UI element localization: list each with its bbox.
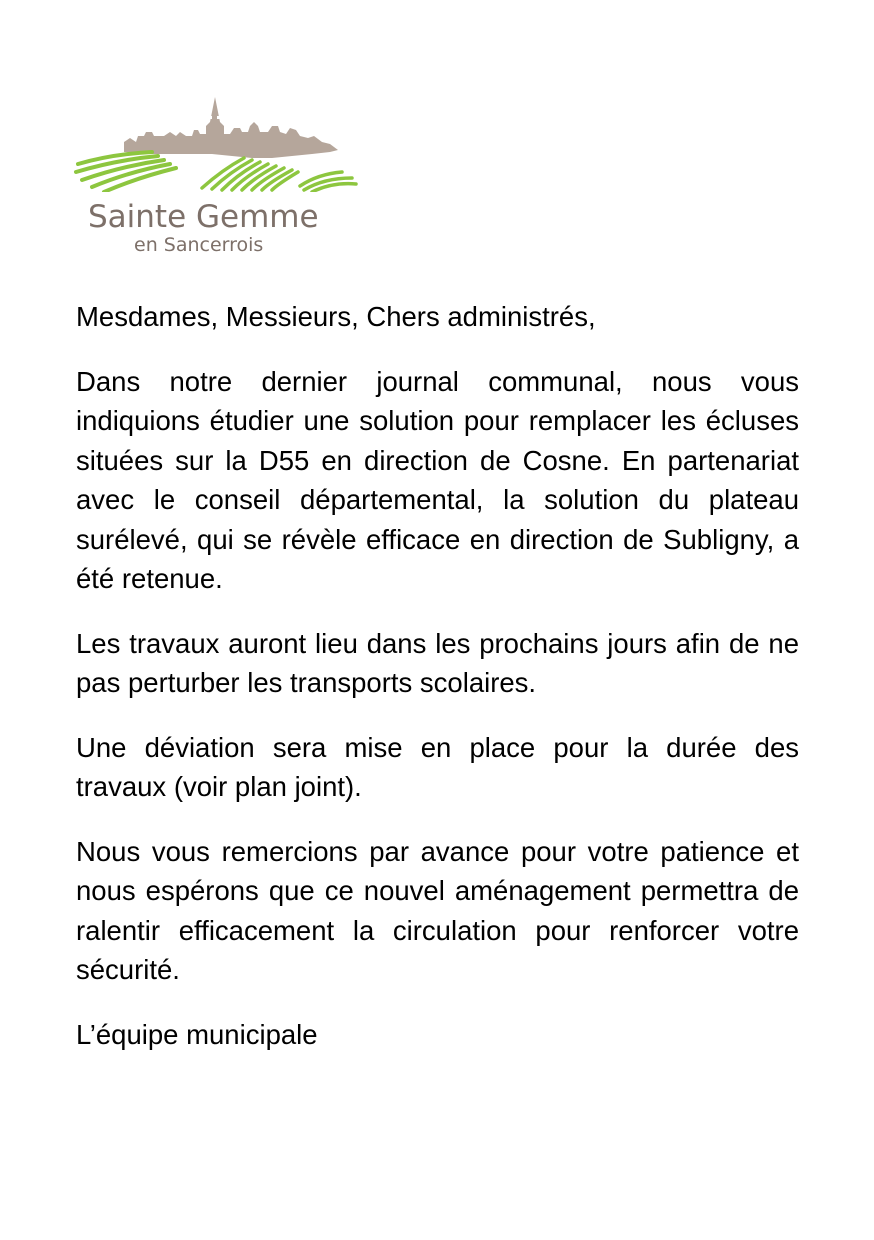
fields-right	[202, 158, 356, 192]
letter-body	[76, 297, 799, 1079]
village-silhouette	[124, 97, 338, 158]
letter-paragraph-2: Les travaux auront lieu dans les prochains jours afin de ne pas perturber les transports scolaires.	[76, 627, 799, 698]
letter-paragraph-3: Une déviation sera mise en place pour la durée des travaux (voir plan joint).	[76, 731, 799, 802]
letter-paragraph-1: Dans notre dernier journal communal, nous vous indiquions étudier une solution pour remplacer les écluses situées sur la D55 en direction de Cosne. En partenariat avec le conseil départemental, la solution du plateau surélevé, qui se révèle efficace en direction de Subligny, a été retenue.	[76, 365, 799, 594]
logo-town-name: Sainte Gemme	[88, 199, 319, 235]
letter-paragraph-4: Nous vous remercions par avance pour votre patience et nous espérons que ce nouvel aménagement permettra de ralentir efficacement la circulation pour renforcer votre sécurité.	[76, 835, 799, 985]
village-illustration	[72, 92, 362, 192]
letter-greeting: Mesdames, Messieurs, Chers administrés,	[76, 301, 596, 332]
logo-town-subtitle: en Sancerrois	[134, 234, 264, 256]
town-logo	[72, 92, 362, 262]
letter-signature: L’équipe municipale	[76, 1018, 318, 1050]
fields-left	[76, 152, 176, 192]
